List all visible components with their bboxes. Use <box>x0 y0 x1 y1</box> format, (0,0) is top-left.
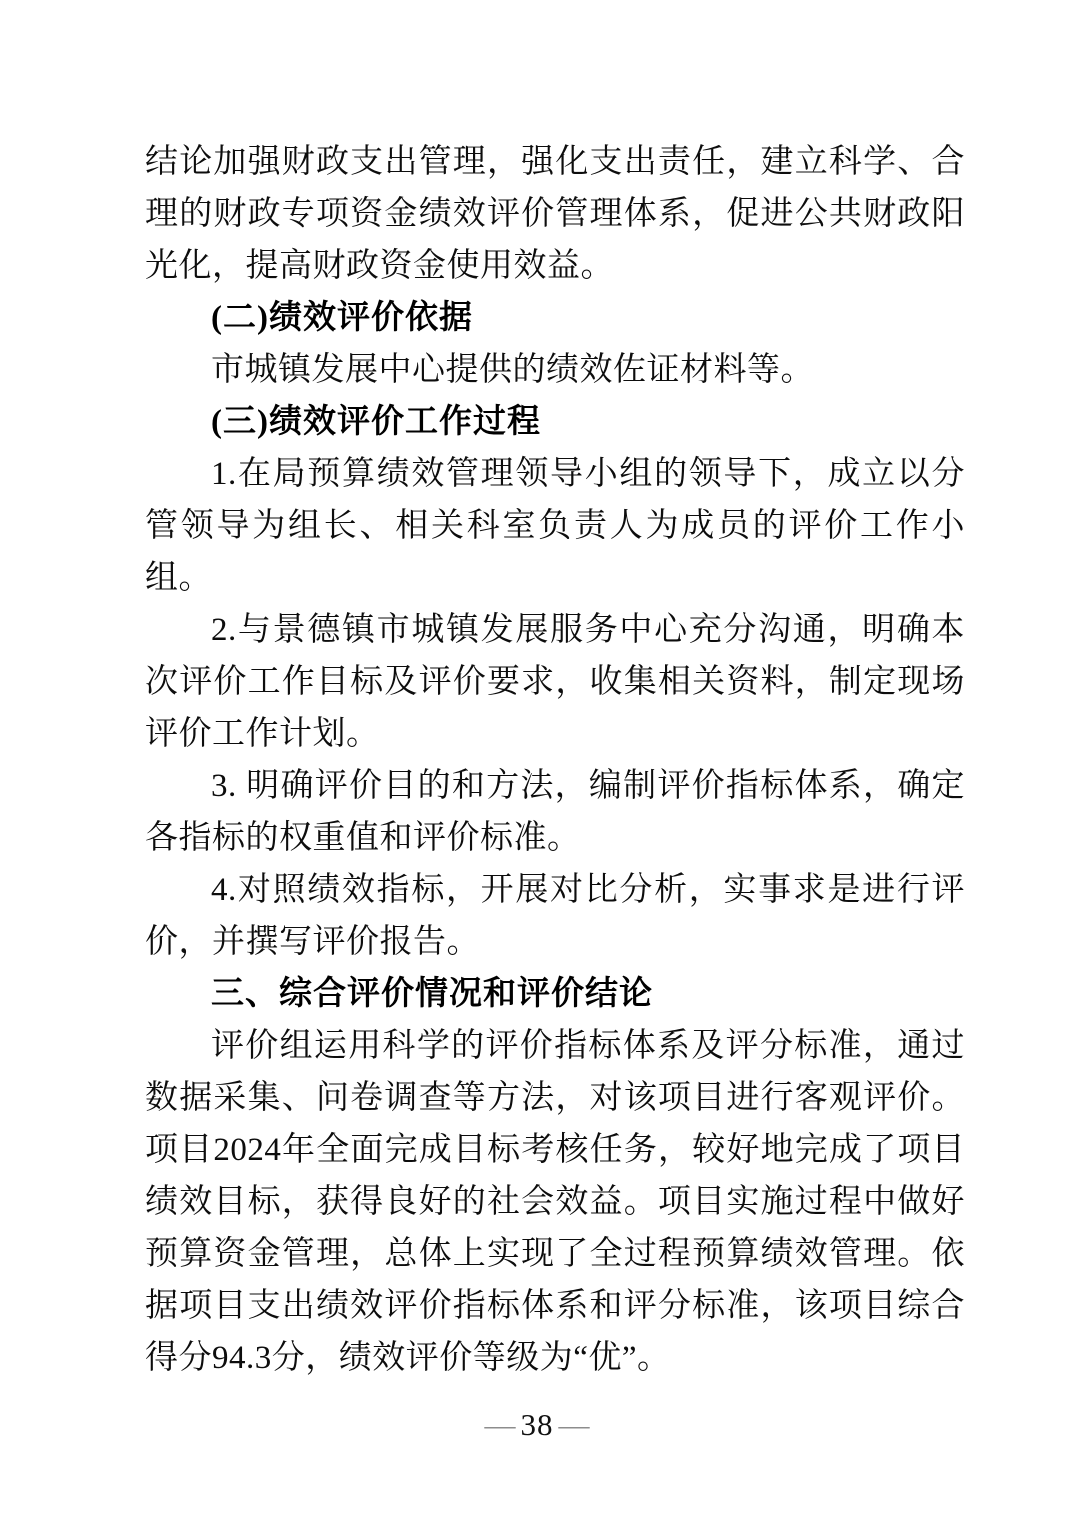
paragraph-step-3: 3. 明确评价目的和方法，编制评价指标体系，确定各指标的权重值和评价标准。 <box>145 768 965 856</box>
paragraph-step-2: 2.与景德镇市城镇发展服务中心充分沟通，明确本次评价工作目标及评价要求，收集相关资料，制定现场评价工作计划。 <box>145 612 965 752</box>
paragraph-evaluation-basis: 市城镇发展中心提供的绩效佐证材料等。 <box>211 352 814 388</box>
heading-evaluation-process: (三)绩效评价工作过程 <box>211 404 541 440</box>
paragraph-step-1: 1.在局预算绩效管理领导小组的领导下，成立以分管领导为组长、相关科室负责人为成员的评价工作小组。 <box>145 456 965 596</box>
heading-evaluation-basis: (二)绩效评价依据 <box>211 300 473 336</box>
footer-dash-right: — <box>558 1407 590 1442</box>
content-area <box>145 136 965 1384</box>
paragraph-comprehensive-conclusion: 评价组运用科学的评价指标体系及评分标准，通过数据采集、问卷调查等方法，对该项目进行客观评价。项目2024年全面完成目标考核任务，较好地完成了项目绩效目标，获得良好的社会效益。项目实施过程中做好预算资金管理，总体上实现了全过程预算绩效管理。依据项目支出绩效评价指标体系和评分标准，该项目综合得分94.3分，绩效评价等级为“优”。 <box>145 1028 965 1376</box>
page-number: 38 <box>520 1407 554 1442</box>
page-footer <box>0 1405 1074 1445</box>
heading-comprehensive-conclusion: 三、综合评价情况和评价结论 <box>211 976 653 1012</box>
paragraph-step-4: 4.对照绩效指标，开展对比分析，实事求是进行评价，并撰写评价报告。 <box>145 872 965 960</box>
paragraph-conclusion-continuation: 结论加强财政支出管理，强化支出责任，建立科学、合理的财政专项资金绩效评价管理体系，促进公共财政阳光化，提高财政资金使用效益。 <box>145 144 965 284</box>
footer-dash-left: — <box>484 1407 516 1442</box>
